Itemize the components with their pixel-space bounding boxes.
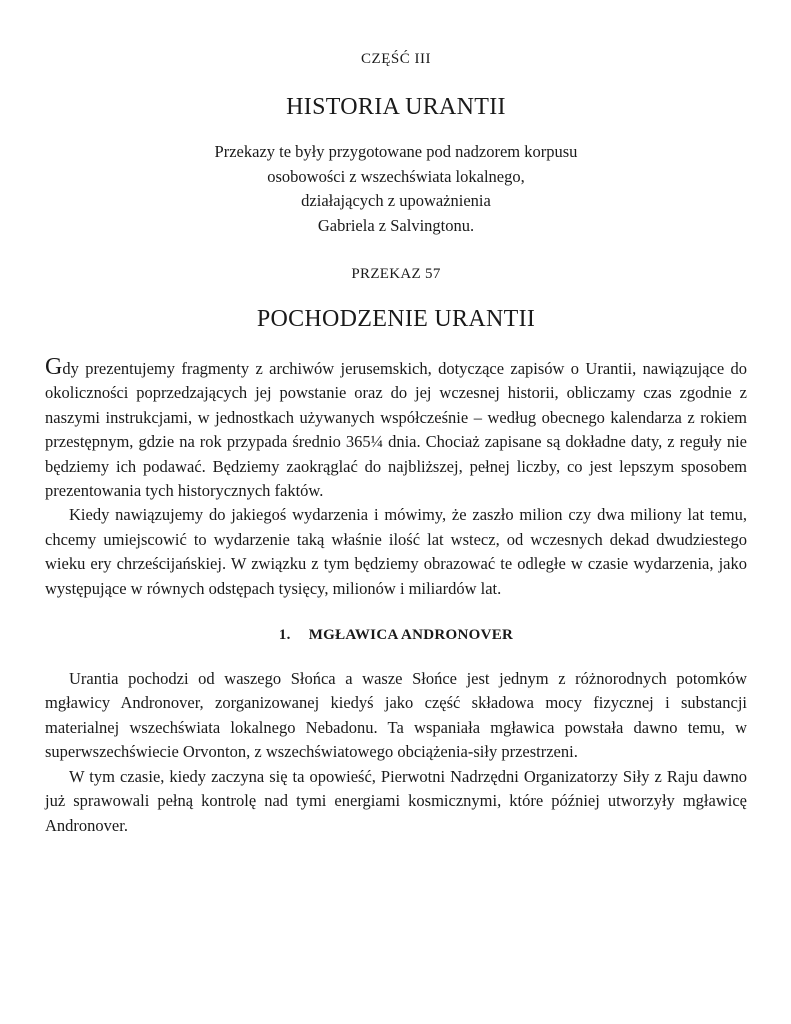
section-paragraph-1: Urantia pochodzi od waszego Słońca a wasze Słońce jest jednym z różnorodnych potomków mgławicy Andronover, zorganizowanej kiedyś jako część składowa mocy fizycznej i substancji materialnej wszechświata lokalnego Nebadonu. Ta wspaniała mgławica powstała dawno temu, w superwszechświecie Orvonton, z wszechświatowego obciążenia-siły przestrzeni. bbox=[45, 669, 747, 762]
paper-label: PRZEKAZ 57 bbox=[351, 266, 441, 282]
part-intro-line: działających z upoważnienia bbox=[301, 191, 491, 210]
section-title: MGŁAWICA ANDRONOVER bbox=[308, 627, 514, 644]
part-intro-line: Gabriela z Salvingtonu. bbox=[317, 215, 475, 235]
section-paragraph-2: W tym czasie, kiedy zaczyna się ta opowieść, Pierwotni Nadrzędni Organizatorzy Siły z Raju dawno już sprawowali pełną kontrolę nad tymi energiami kosmicznymi, które później utworzyły mgławicę Andronover. bbox=[45, 766, 747, 835]
section-heading bbox=[45, 625, 747, 645]
section-number: 1. bbox=[278, 627, 291, 644]
part-intro bbox=[45, 140, 747, 238]
paper-title: POCHODZENIE URANTII bbox=[256, 306, 536, 332]
part-title: HISTORIA URANTII bbox=[286, 94, 506, 120]
drop-cap: G bbox=[45, 354, 63, 380]
intro-paragraph-1-text: dy prezentujemy fragmenty z archiwów jerusemskich, dotyczące zapisów o Urantii, nawiązujące do okoliczności poprzedzających jej powstanie oraz do jej wczesnej historii, obliczamy czas zgodnie z naszymi instrukcjami, w jednostkach używanych współcześnie – według obecnego kalendarza z rokiem przestępnym, gdzie na rok przypada średnio 365¼ dnia. Chociaż zapisane są dokładne daty, z reguły nie będziemy ich podawać. Będziemy zaokrąglać do najbliższej, pełnej liczby, co jest lepszym sposobem prezentowania tych historycznych faktów. bbox=[45, 359, 747, 501]
part-label: CZĘŚĆ III bbox=[361, 51, 431, 67]
intro-paragraph-2: Kiedy nawiązujemy do jakiegoś wydarzenia i mówimy, że zaszło milion czy dwa miliony lat temu, chcemy umiejscowić to wydarzenie taką właśnie ilość lat wstecz, od wczesnych dekad dwudziestego wieku ery chrześcijańskiej. W związku z tym będziemy obrazować te odległe w czasie wydarzenia, jako występujące w równych odstępach tysięcy, milionów i miliardów lat. bbox=[45, 505, 747, 598]
intro-paragraph-1 bbox=[45, 354, 747, 503]
part-intro-line: Przekazy te były przygotowane pod nadzorem korpusu bbox=[214, 142, 578, 161]
part-intro-line: osobowości z wszechświata lokalnego, bbox=[267, 166, 525, 186]
